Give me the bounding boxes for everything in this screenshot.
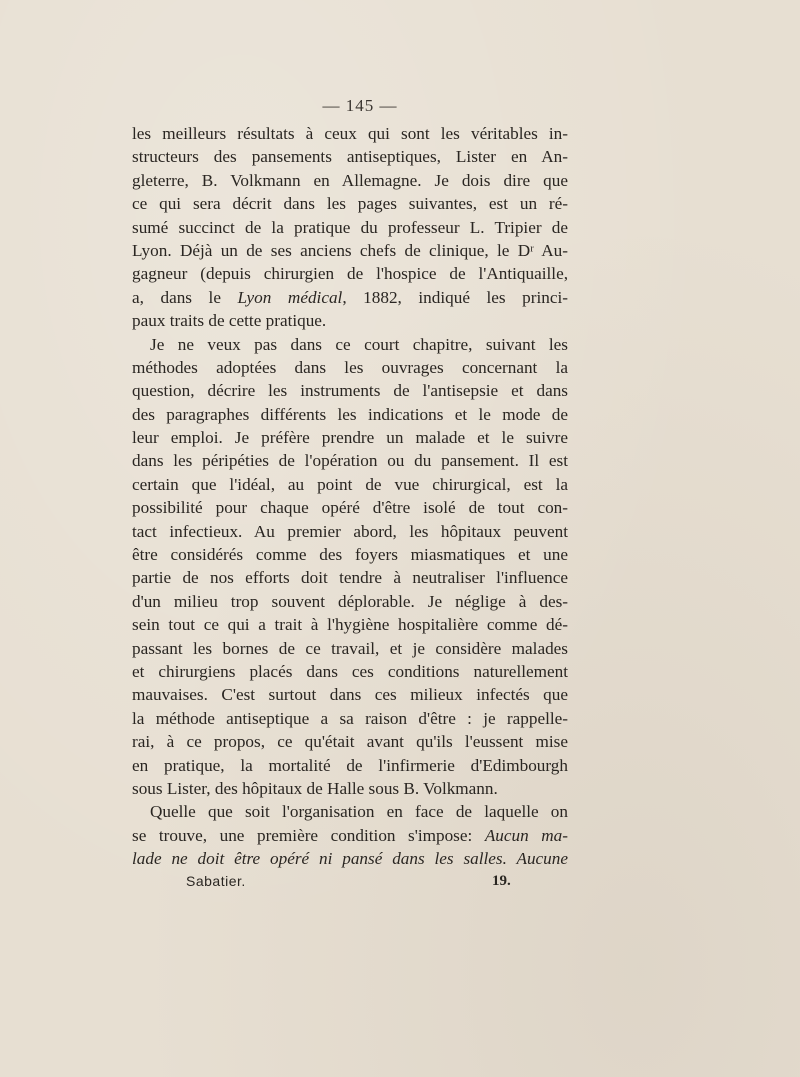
text-line — [132, 309, 568, 332]
text-line — [132, 145, 568, 168]
text-run: Je ne veux pas dans ce court chapitre, suivant les — [150, 334, 568, 354]
text-line — [132, 449, 568, 472]
text-run: méthodes adoptées dans les ouvrages concernant la — [132, 357, 568, 377]
italic-run: lade ne doit être opéré ni pansé dans les salles. Aucune — [132, 849, 568, 869]
page-footer — [0, 873, 800, 895]
text-run: possibilité pour chaque opéré d'être isolé de tout con- — [132, 498, 568, 518]
text-line — [132, 754, 568, 777]
text-line — [132, 543, 568, 566]
text-line — [132, 520, 568, 543]
text-run: structeurs des pansements antiseptiques, Lister en An- — [132, 147, 568, 167]
text-line — [132, 800, 568, 823]
text-line — [132, 660, 568, 683]
text-line — [132, 637, 568, 660]
text-run: Lyon. Déjà un de ses anciens chefs de clinique, le Dʳ Au- — [132, 240, 568, 260]
italic-run: Aucun ma- — [484, 825, 568, 845]
text-line — [132, 286, 568, 309]
text-run: ce qui sera décrit dans les pages suivantes, est un ré- — [132, 194, 568, 214]
text-line — [132, 426, 568, 449]
text-run: sous Lister, des hôpitaux de Halle sous B. Volkmann. — [132, 778, 498, 798]
printer-signature: Sabatier. — [186, 873, 246, 889]
text-run: sumé succinct de la pratique du professeur L. Tripier de — [132, 217, 568, 237]
text-run: dans les péripéties de l'opération ou du pansement. Il est — [132, 451, 568, 471]
text-line — [132, 613, 568, 636]
text-run: certain que l'idéal, au point de vue chirurgical, est la — [132, 474, 568, 494]
text-run: gagneur (depuis chirurgien de l'hospice de l'Antiquaille, — [132, 264, 568, 284]
text-run: paux traits de cette pratique. — [132, 311, 327, 331]
sheet-number: 19. — [492, 873, 511, 889]
text-run: passant les bornes de ce travail, et je considère malades — [132, 638, 568, 658]
text-run: question, décrire les instruments de l'antisepsie et dans — [132, 381, 568, 401]
text-run: rai, à ce propos, ce qu'était avant qu'ils l'eussent mise — [132, 732, 568, 752]
text-run: se trouve, une première condition s'impose: — [132, 825, 485, 845]
text-run: être considérés comme des foyers miasmatiques et une — [132, 545, 568, 565]
text-run: mauvaises. C'est surtout dans ces milieux infectés que — [132, 685, 568, 705]
text-line — [132, 239, 568, 262]
text-run: tact infectieux. Au premier abord, les hôpitaux peuvent — [132, 521, 568, 541]
text-run: partie de nos efforts doit tendre à neutraliser l'influence — [132, 568, 568, 588]
italic-run: Lyon médical — [237, 287, 343, 307]
text-run: sein tout ce qui a trait à l'hygiène hospitalière comme dé- — [132, 615, 568, 635]
text-run: d'un milieu trop souvent déplorable. Je néglige à des- — [132, 591, 568, 611]
text-line — [132, 707, 568, 730]
text-line — [132, 566, 568, 589]
text-line — [132, 590, 568, 613]
page-number: — 145 — — [322, 96, 398, 115]
text-line — [132, 777, 568, 800]
text-line — [132, 262, 568, 285]
text-line — [132, 122, 568, 145]
text-line — [132, 847, 568, 870]
text-line — [132, 379, 568, 402]
text-run: leur emploi. Je préfère prendre un malade et le suivre — [132, 428, 568, 448]
text-line — [132, 356, 568, 379]
text-line — [132, 730, 568, 753]
body-text — [132, 122, 568, 871]
text-line — [132, 216, 568, 239]
text-line — [132, 169, 568, 192]
text-line — [132, 496, 568, 519]
text-line — [132, 333, 568, 356]
text-run: Quelle que soit l'organisation en face de laquelle on — [150, 802, 568, 822]
text-run: en pratique, la mortalité de l'infirmerie d'Edimbourgh — [132, 755, 568, 775]
text-run: des paragraphes différents les indications et le mode de — [132, 404, 568, 424]
text-line — [132, 824, 568, 847]
text-run: gleterre, B. Volkmann en Allemagne. Je dois dire que — [132, 170, 568, 190]
text-line — [132, 473, 568, 496]
text-run: a, dans le — [132, 287, 238, 307]
text-line — [132, 403, 568, 426]
text-run: la méthode antiseptique a sa raison d'être : je rappelle- — [132, 708, 568, 728]
text-run: les meilleurs résultats à ceux qui sont les véritables in- — [132, 124, 568, 143]
text-line — [132, 683, 568, 706]
text-run: et chirurgiens placés dans ces conditions naturellement — [132, 661, 568, 681]
text-line — [132, 192, 568, 215]
text-run: , 1882, indiqué les princi- — [342, 287, 568, 307]
